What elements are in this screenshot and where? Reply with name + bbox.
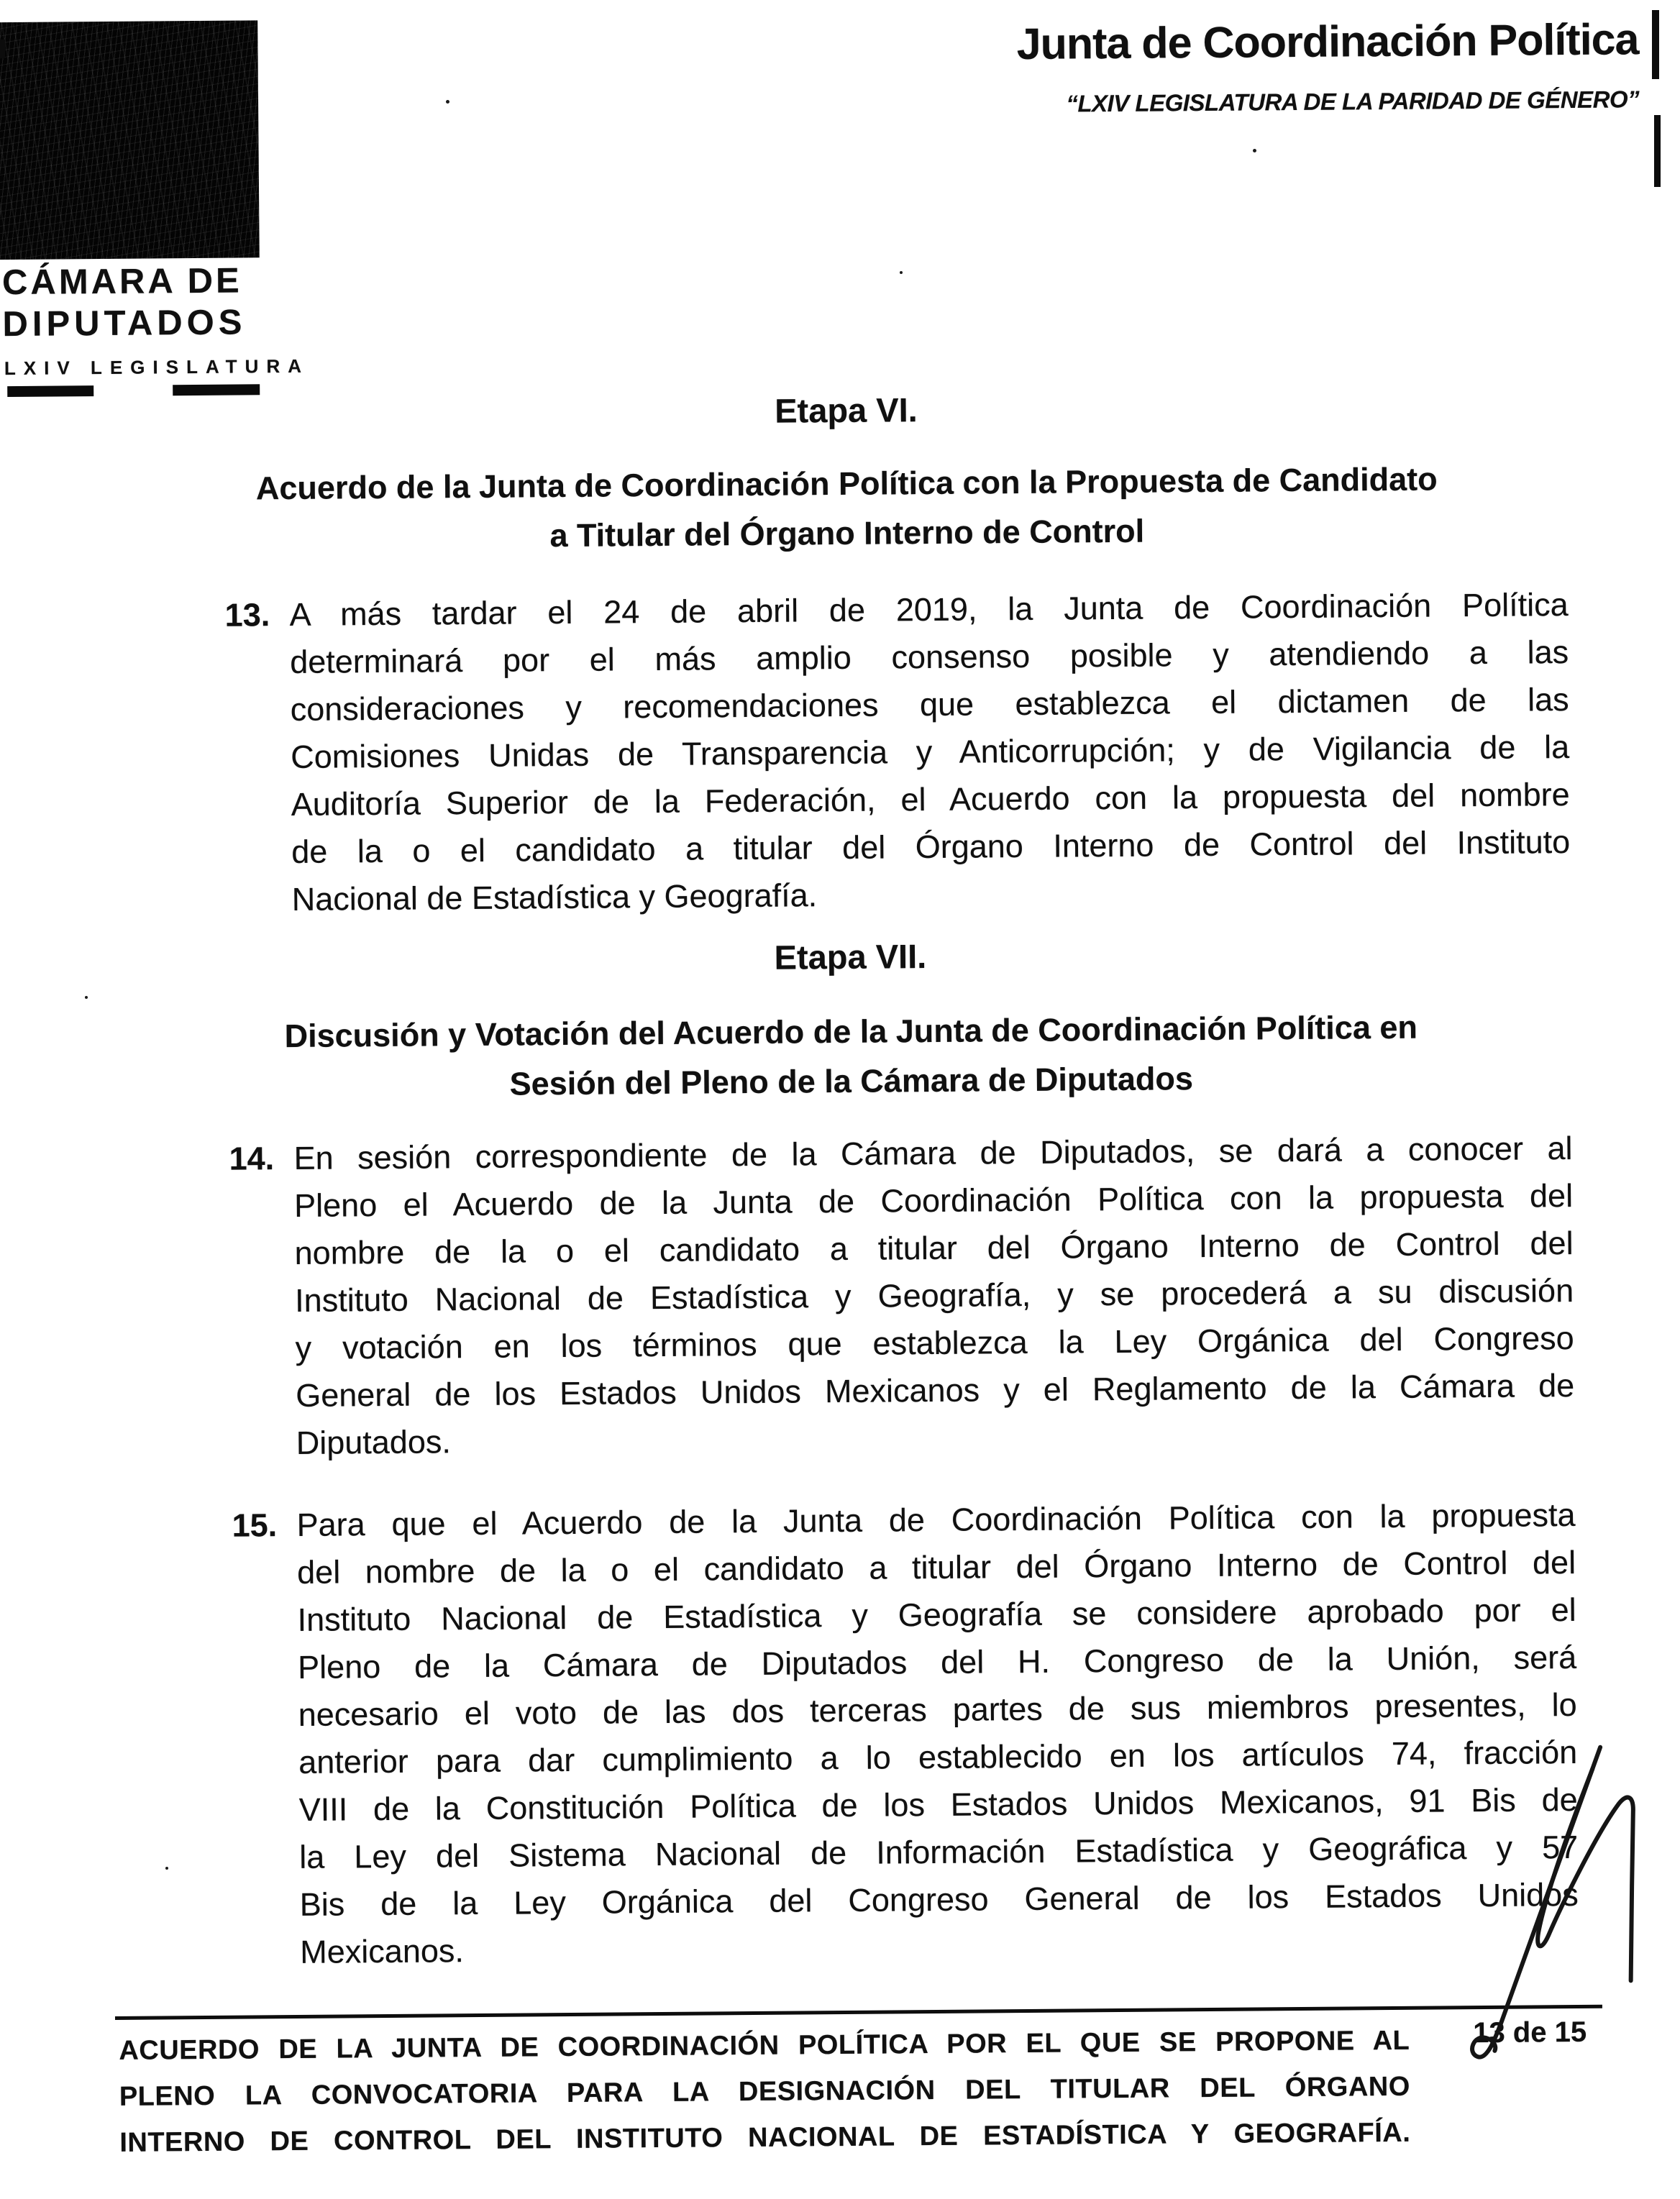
paragraph-14-number: 14.: [229, 1140, 275, 1177]
logo-text-camara-de: CÁMARA DE: [1, 261, 242, 303]
paragraph-14: [229, 1125, 1575, 1468]
scan-speck: [900, 271, 903, 274]
paragraph-15: [232, 1491, 1579, 1977]
scan-speck: [85, 996, 88, 999]
page-number: 13 de 15: [1473, 2016, 1587, 2049]
paragraph-13-text: A más tardar el 24 de abril de 2019, la Junta de Coordinación Política determinará por el más amplio consenso posible y atendiendo a las consideraciones y recomendaciones que establezca el dictamen de las Comisiones Unidas de Transparencia y Anticorrupción; y de Vigilancia de la Auditoría Superior de la Federación, el Acuerdo con la propuesta del nombre de la o el candidato a titular del Órgano Interno de Control del Instituto Nacional de Estadística y Geografía.: [289, 586, 1571, 918]
scan-edge-mark: [0, 40, 5, 58]
logo-text-legislatura: LXIV LEGISLATURA: [4, 355, 310, 380]
letterhead: [1016, 14, 1639, 118]
footer-title: ACUERDO DE LA JUNTA DE COORDINACIÓN POLÍTICA POR EL QUE SE PROPONE AL PLENO LA CONVOCATORIA PARA LA DESIGNACIÓN DEL TITULAR DEL ÓRGANO INTERNO DE CONTROL DEL INSTITUTO NACIONAL DE ESTADÍSTICA Y GEOGRAFÍA.: [119, 2025, 1411, 2158]
scan-speck: [165, 1867, 168, 1870]
heading-etapa-vii: Etapa VII.: [774, 937, 927, 977]
title-etapa-vii: Discusión y Votación del Acuerdo de la Junta de Coordinación Política en Sesión del Pleno de la Cámara de Diputados: [284, 1008, 1418, 1102]
paragraph-13: [224, 581, 1571, 924]
paragraph-13-number: 13.: [224, 596, 270, 634]
paragraph-15-number: 15.: [232, 1507, 278, 1544]
paragraph-15-text: Para que el Acuerdo de la Junta de Coordinación Política con la propuesta del nombre de la o el candidato a titular del Órgano Interno de Control del Instituto Nacional de Estadística y Geografía se considere aprobado por el Pleno de la Cámara de Diputados del H. Congreso de la Unión, será necesario el voto de las dos terceras partes de sus miembros presentes, lo anterior para dar cumplimiento a lo establecido en los artículos 74, fracción VIII de la Constitución Política de los Estados Unidos Mexicanos, 91 Bis de la Ley del Sistema Nacional de Información Estadística y Geográfica y 57 Bis de la Ley Orgánica del Congreso General de los Estados Unidos Mexicanos.: [296, 1496, 1579, 1970]
scan-speck: [446, 100, 449, 104]
paragraph-14-text: En sesión correspondiente de la Cámara de Diputados, se dará a conocer al Pleno el Acuerdo de la Junta de Coordinación Política con la propuesta del nombre de la o el candidato a titular del Órgano Interno de Control del Instituto Nacional de Estadística y Geografía, y se procederá a su discusión y votación en los términos que establezca la Ley Orgánica del Congreso General de los Estados Unidos Mexicanos y el Reglamento de la Cámara de Diputados.: [293, 1130, 1575, 1461]
camara-diputados-logo-image: [0, 20, 260, 260]
scan-speck: [1253, 149, 1256, 152]
logo-bar-left: [7, 385, 93, 397]
scan-edge-mark: [1654, 115, 1661, 187]
org-title: Junta de Coordinación Política: [1016, 14, 1639, 69]
legislature-slogan: “LXIV LEGISLATURA DE LA PARIDAD DE GÉNERO”: [1066, 86, 1640, 117]
logo-bar-right: [173, 384, 260, 396]
logo-text-diputados: DIPUTADOS: [2, 303, 247, 344]
scan-edge-mark: [1652, 10, 1659, 79]
title-etapa-vi: Acuerdo de la Junta de Coordinación Política con la Propuesta de Candidato a Titular del Órgano Interno de Control: [255, 460, 1438, 554]
heading-etapa-vi: Etapa VI.: [775, 390, 918, 430]
